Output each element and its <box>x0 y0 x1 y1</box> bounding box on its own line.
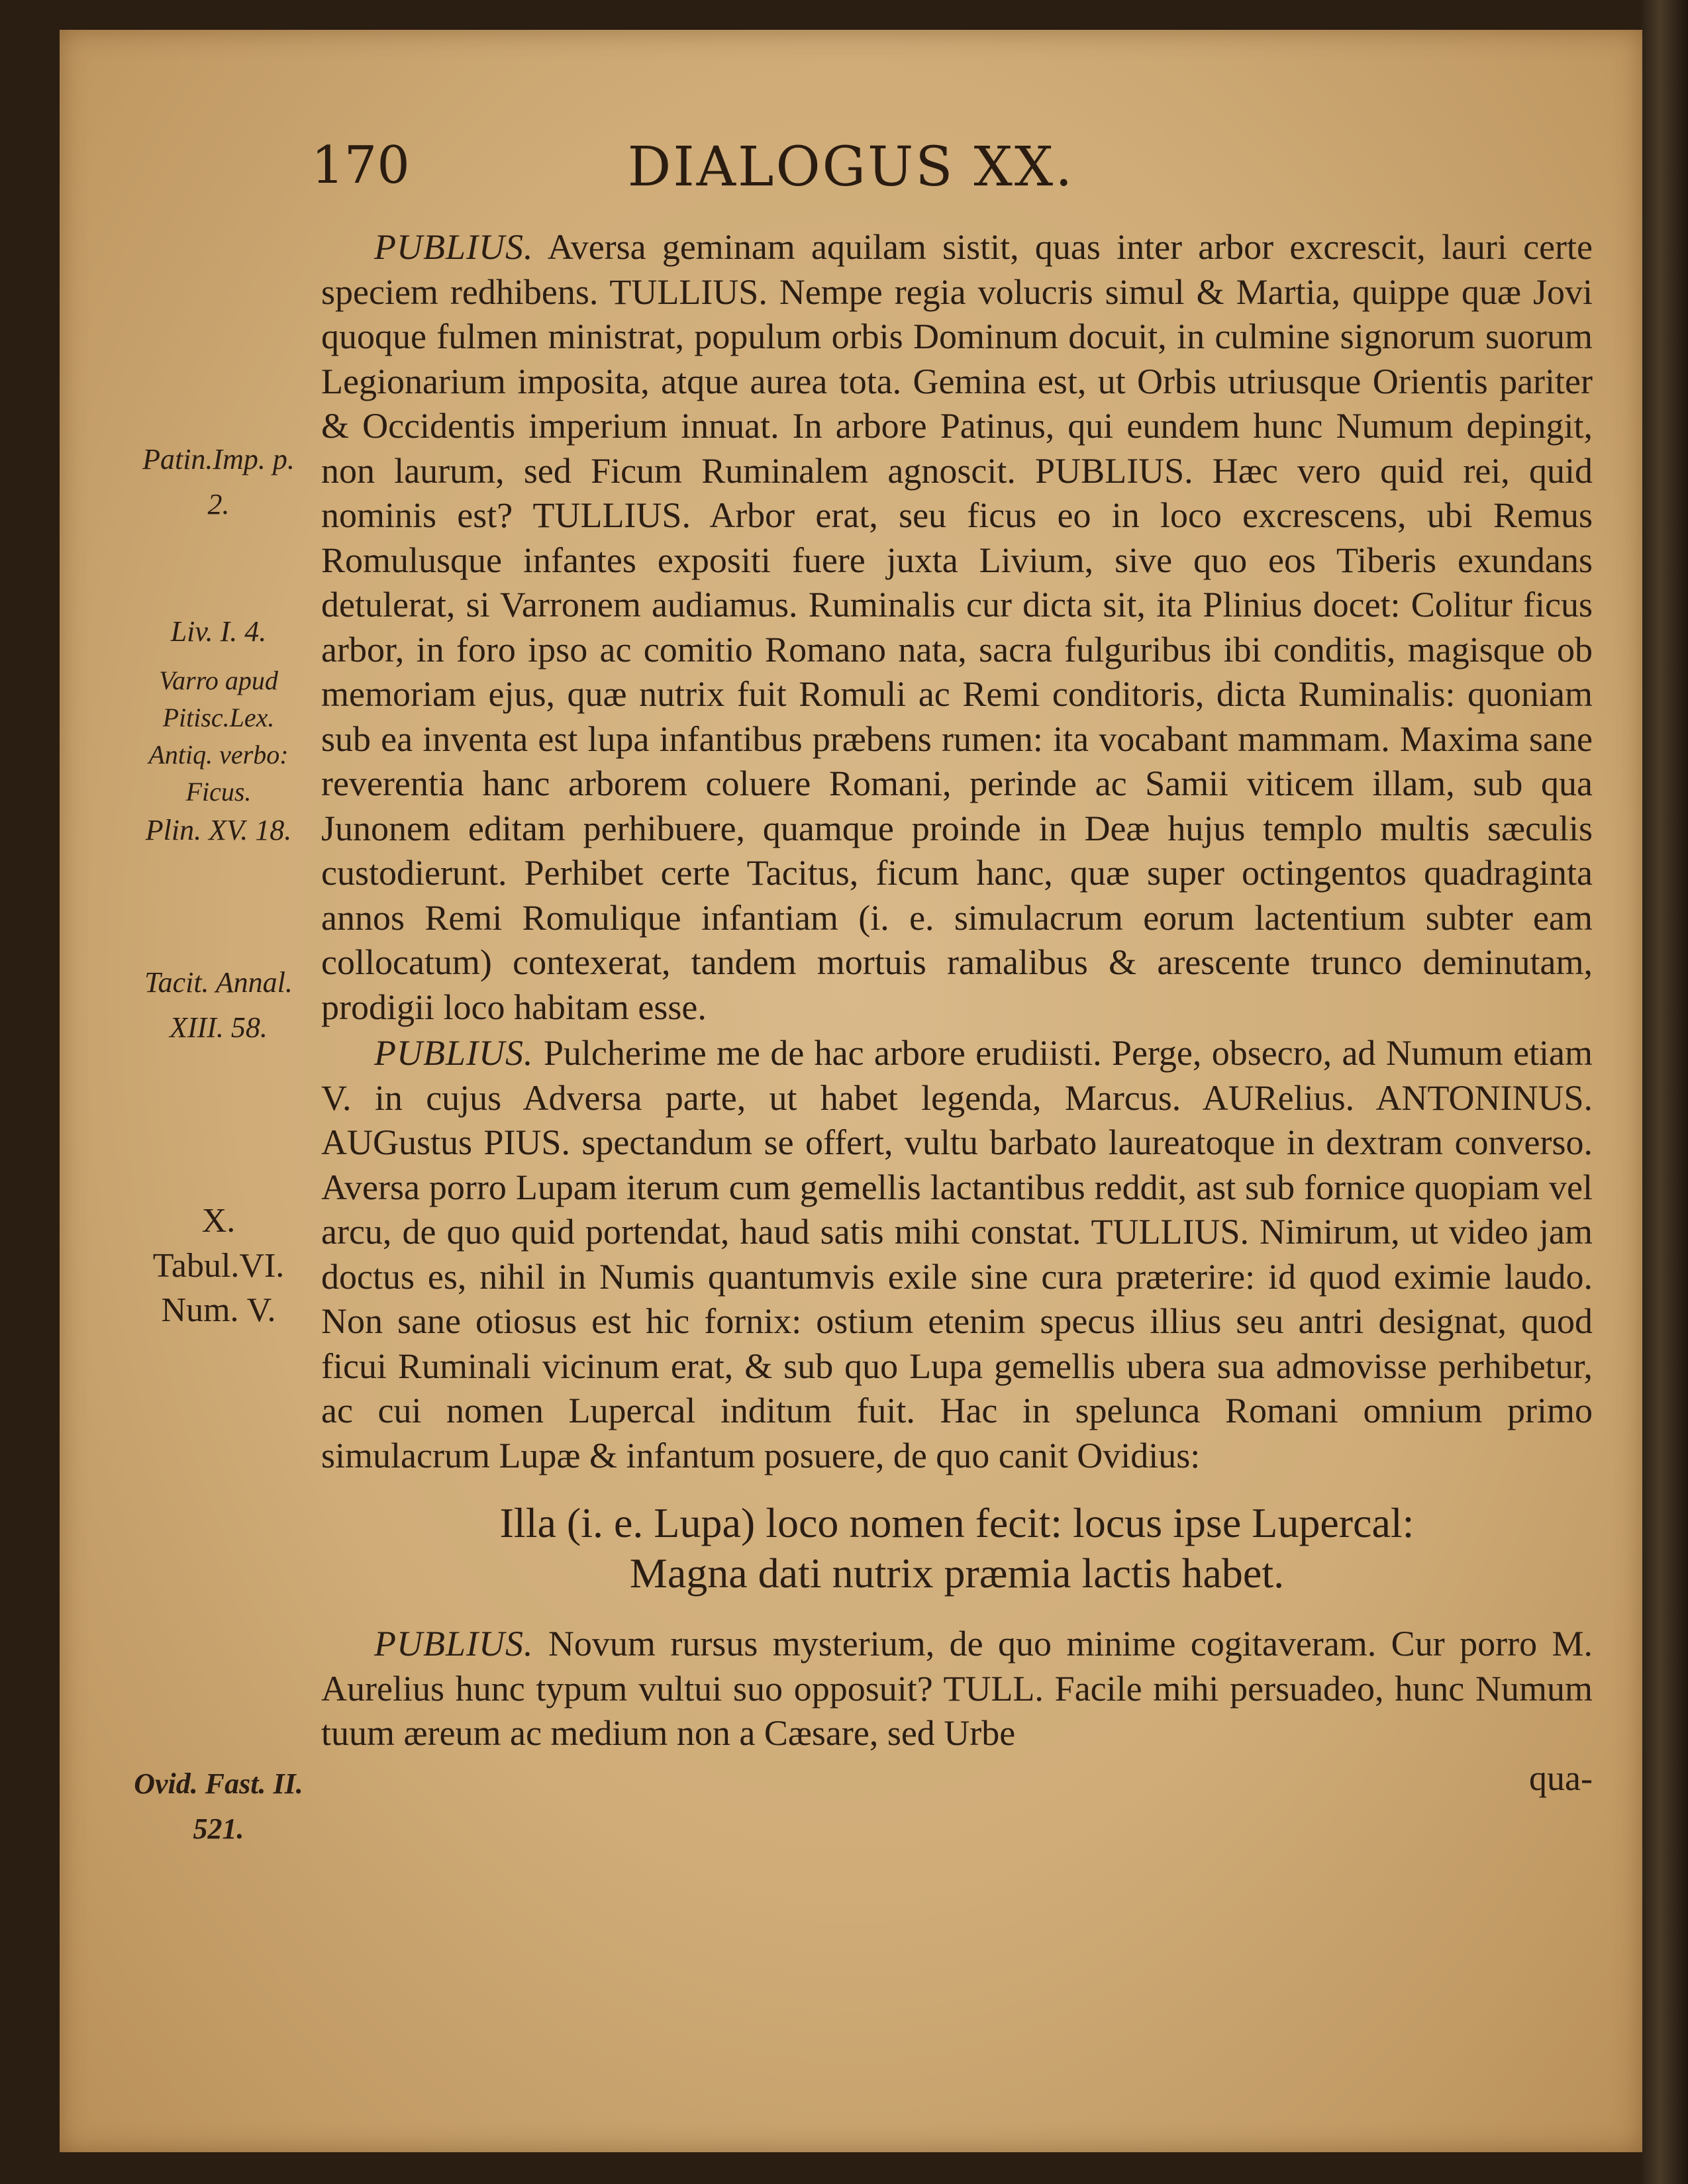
page-number: 170 <box>311 136 410 195</box>
margin-note: Varro apud Pitisc.Lex. Antiq. verbo: Ficus. <box>148 666 289 807</box>
running-head: DIALOGUS XX. <box>627 136 1075 199</box>
margin-note: Patin.Imp. p. 2. <box>142 443 295 521</box>
book-spine <box>1642 0 1688 2184</box>
paragraph <box>321 225 1593 1030</box>
main-text <box>321 225 1593 1801</box>
paragraph-text: Aversa geminam aquilam sistit, quas inter arbor excrescit, lauri certe speciem redhibens. TULLIUS. Nempe regia volucris simul & Martia, quippe quæ Jovi quoque fulmen ministrat, populum orbis Dominum docuit, in culmine signorum suorum Legionarium imposita, atque aurea tota. Gemina est, ut Orbis utriusque Orientis pariter & Occidentis imperium innuat. In arbore Patinus, qui eundem hunc Numum depingit, non laurum, sed Ficum Ruminalem agnoscit. PUBLIUS. Hæc vero quid rei, quid nominis est? TULLIUS. Arbor erat, seu ficus eo in loco excrescens, ubi Remus Romulusque infantes expositi fuere juxta Livium, sive quo eos Tiberis exundans detulerat, si Varronem audiamus. Ruminalis cur dicta sit, ita Plinius docet: Colitur ficus arbor, in foro ipso ac comitio Romano nata, sacra fulguribus ibi conditis, magisque ob memoriam ejus, quæ nutrix fuit Romuli ac Remi conditoris, dicta Ruminalis: quoniam sub ea inventa est lupa infantibus præbens rumen: ita vocabant mammam. Maxima sane reverentia hanc arborem coluere Romani, perinde ac Samii viticem illam, sub qua Junonem editam perhibuere, quamque proinde in Deæ hujus templo multis sæculis custodierunt. Perhibet certe Tacitus, ficum hanc, quæ super octingentos quadraginta annos Remi Romulique infantiam (i. e. simulacrum eorum lactentium subter eam collocatum) contexerat, tandem mortuis ramalibus & arescente trunco deminutam, prodigii loco habitam esse. <box>321 227 1593 1027</box>
margin-note: Tacit. Annal. XIII. 58. <box>144 966 293 1044</box>
book-page <box>60 30 1642 2152</box>
catchword: qua- <box>1529 1758 1593 1798</box>
paragraph <box>321 1622 1593 1756</box>
paragraph-text: Novum rursus mysterium, de quo minime cogitaveram. Cur porro M. Aurelius hunc typum vultui suo opposuit? TULL. Facile mihi persuadeo, hunc Numum tuum æreum ac medium non a Cæsare, sed Urbe <box>321 1624 1593 1753</box>
margin-note: Ovid. Fast. II. 521. <box>134 1767 303 1845</box>
verse-quote <box>321 1498 1593 1599</box>
paragraph <box>321 1031 1593 1478</box>
verse-line: Magna dati nutrix præmia lactis habet. <box>629 1550 1285 1597</box>
margin-note: Liv. I. 4. <box>170 615 267 648</box>
margin-note: X. Tabul.VI. Num. V. <box>152 1202 285 1329</box>
paragraph-text: Pulcherime me de hac arbore erudiisti. Perge, obsecro, ad Numum etiam V. in cujus Adversa parte, ut habet legenda, Marcus. AURelius. ANTONINUS. AUGustus PIUS. spectandum se offert, vultu barbato laureatoque in dextram converso. Aversa porro Lupam iterum cum gemellis lactantibus reddit, ast sub fornice quopiam vel arcu, de quo quid portendat, haud satis mihi constat. TULLIUS. Nimirum, ut video jam doctus es, nihil in Numis quantumvis exile sine cura præterire: id quod eximie laudo. Non sane otiosus est hic fornix: ostium etenim specus illius seu antri designat, quod ficui Ruminali vicinum erat, & sub quo Lupa gemellis ubera sua admovisse perhibetur, ac cui nomen Lupercal inditum fuit. Hac in spelunca Romani omnium primo simulacrum Lupæ & infantum posuere, de quo canit Ovidius: <box>321 1033 1593 1475</box>
speaker-label: PUBLIUS. <box>374 227 534 267</box>
speaker-label: PUBLIUS. <box>374 1624 534 1663</box>
page-header <box>60 123 1642 215</box>
speaker-label: PUBLIUS. <box>374 1033 534 1073</box>
verse-line: Illa (i. e. Lupa) loco nomen fecit: locus ipse Lupercal: <box>499 1499 1415 1546</box>
margin-note: Plin. XV. 18. <box>145 814 292 846</box>
